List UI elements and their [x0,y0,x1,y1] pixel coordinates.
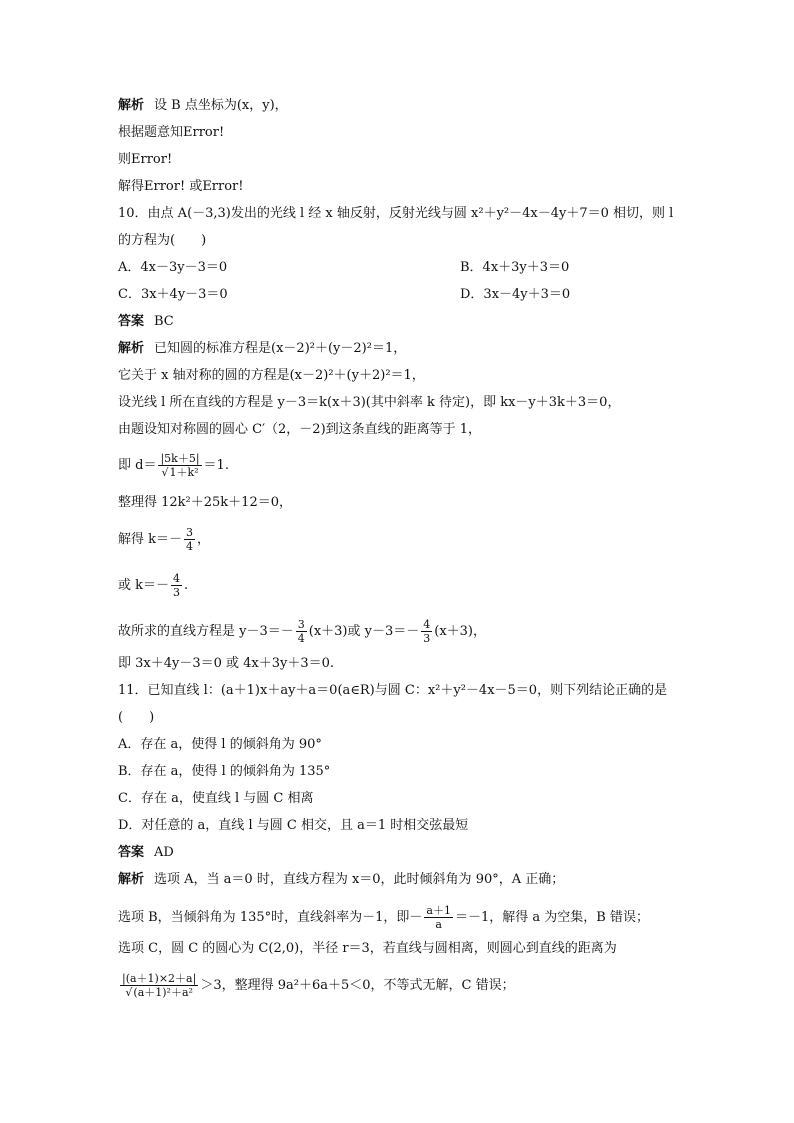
fraction [158,452,201,479]
q11-solution-line-3: 选项 C，圆 C 的圆心为 C(2,0)，半径 r＝3，若直线与圆相离，则圆心到直线的距离为 [118,941,617,956]
q10-option-c: C．3x＋4y－3＝0 [118,287,228,302]
q10-answer-line [118,313,174,331]
fraction-numerator: 4 [173,572,181,585]
q11-option-d: D．对任意的 a，直线 l 与圆 C 相交，且 a＝1 时相交弦最短 [118,818,469,833]
q11-option-c: C．存在 a，使直线 l 与圆 C 相离 [118,791,314,806]
q9-line-3: 则Error! [118,152,173,167]
formula-prefix: 解得 k＝－ [118,532,183,547]
solution-label: 解析 [118,98,145,113]
q11-answer-line [118,844,174,862]
q11-option-b: B．存在 a，使得 l 的倾斜角为 135° [118,764,331,779]
q10-solution-line-8 [118,572,188,599]
q10-solution-line-1 [118,340,406,358]
q11-solution-line-4 [118,972,515,999]
formula-prefix: 选项 B，当倾斜角为 135°时，直线斜率为－1，即－ [118,910,423,925]
q10-stem-line-1: 10．由点 A(－3,3)发出的光线 l 经 x 轴反射，反射光线与圆 x²＋y²－4x－4y＋7＝0 相切，则 l [118,206,674,221]
formula-prefix: 即 d＝ [118,458,157,473]
fraction [296,618,307,645]
q11-option-a: A．存在 a，使得 l 的倾斜角为 90° [118,737,322,752]
fraction-numerator: |(a＋1)×2＋a| [122,972,197,985]
formula-middle: (x＋3)或 y－3＝－ [308,624,420,639]
fraction-denominator: √(a＋1)²＋a² [125,986,193,999]
q10-stem-line-2: 的方程为( ) [118,233,207,248]
solution-text: 已知圆的标准方程是(x－2)²＋(y－2)²＝1， [154,341,407,356]
answer-value: AD [154,845,174,860]
solution-text: 设 B 点坐标为(x，y)， [154,98,288,113]
q10-solution-line-6: 整理得 12k²＋25k＋12＝0， [118,495,292,510]
solution-label: 解析 [118,341,145,356]
fraction-numerator: 3 [186,526,194,539]
fraction [171,572,182,599]
sqrt-radicand: 1＋k² [169,466,199,479]
q10-solution-line-7 [118,526,210,553]
fraction-denominator: 4 [297,632,305,645]
formula-suffix: ＝－1，解得 a 为空集，B 错误； [454,910,649,925]
answer-label: 答案 [118,314,145,329]
answer-value: BC [154,314,174,329]
q11-stem-line-2: ( ) [118,710,155,725]
q10-options-row-2 [118,286,571,304]
q9-line-4: 解得Error! 或Error! [118,179,244,194]
formula-suffix: ＞3，整理得 9a²＋6a＋5＜0，不等式无解，C 错误； [200,978,515,993]
q11-solution-line-2 [118,904,649,931]
fraction [184,526,195,553]
q11-solution-line-1 [118,871,564,889]
formula-suffix: ， [197,532,211,547]
solution-label: 解析 [118,872,145,887]
fraction-numerator: 4 [423,618,431,631]
formula-suffix: ＝1. [203,458,229,473]
fraction-denominator: 4 [186,540,194,553]
solution-text: 选项 A，当 a＝0 时，直线方程为 x＝0，此时倾斜角为 90°，A 正确； [154,872,565,887]
fraction [424,904,453,931]
fraction-numerator: 3 [297,618,305,631]
q10-solution-line-4: 由题设知对称圆的圆心 C′（2，－2)到这条直线的距离等于 1， [118,422,482,437]
formula-prefix: 或 k＝－ [118,578,170,593]
q10-option-d: D．3x－4y＋3＝0 [460,287,571,302]
fraction-numerator: |5k＋5| [160,452,200,465]
q10-option-a: A．4x－3y－3＝0 [118,260,228,275]
formula-prefix: 故所求的直线方程是 y－3＝－ [118,624,294,639]
fraction-denominator: √1＋k² [161,466,199,479]
fraction-denominator: 3 [423,632,431,645]
q10-options-row-1 [118,259,570,277]
q9-line-2: 根据题意知Error! [118,125,225,140]
q10-solution-line-9 [118,618,486,645]
q10-solution-line-10: 即 3x＋4y－3＝0 或 4x＋3y＋3＝0. [118,656,335,671]
fraction [421,618,432,645]
fraction [120,972,198,999]
q10-solution-line-2: 它关于 x 轴对称的圆的方程是(x－2)²＋(y＋2)²＝1， [118,368,425,383]
fraction-denominator: a [435,918,442,931]
sqrt-radicand: (a＋1)²＋a² [133,986,193,999]
q10-solution-line-3: 设光线 l 所在直线的方程是 y－3＝k(x＋3)(其中斜率 k 待定)，即 kx－y＋3k＋3＝0， [118,395,621,410]
q10-option-b: B．4x＋3y＋3＝0 [460,260,570,275]
answer-label: 答案 [118,845,145,860]
fraction-denominator: 3 [173,586,181,599]
formula-suffix: (x＋3)， [434,624,486,639]
formula-suffix: . [184,578,189,593]
q11-stem-line-1: 11．已知直线 l：(a＋1)x＋ay＋a＝0(a∈R)与圆 C：x²＋y²－4x－5＝0，则下列结论正确的是 [118,683,668,698]
q10-distance-formula [118,452,229,479]
q9-solution-line [118,97,288,115]
fraction-numerator: a＋1 [426,904,451,917]
